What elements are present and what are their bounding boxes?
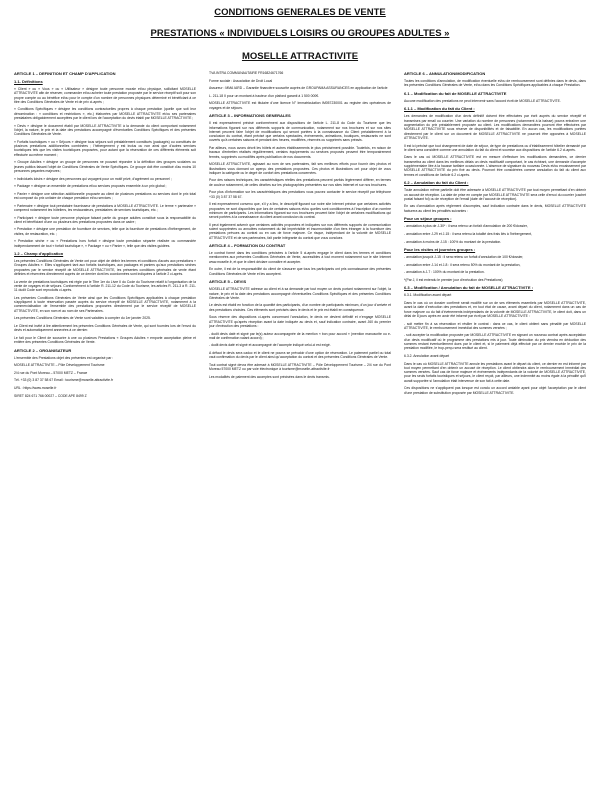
body-paragraph: TVA INTRA COMMUNAUTAIRE FR16824671766: [209, 71, 284, 75]
body-paragraph: Les modalités de paiement des acomptes sont précisées dans le devis transmis.: [209, 374, 330, 379]
section-heading: ARTICLE 6 – ANNULATION/MODIFICATION: [404, 71, 486, 76]
body-paragraph: Aucune modification des prestations ne peut intervenir sans l'accord écrit de MOSELLE ATTRACTIVITE.: [404, 98, 561, 103]
body-paragraph: - annulation jusqu'à J-15 : il sera retenu un forfait d'annulation de 100 €/dossier,: [404, 255, 524, 260]
body-paragraph: La vente de prestations touristiques est régie par le Titre 1er du Livre II du Code du Tourisme relatif à l'organisation de la vente de voyages et de séjours. Conformément à l'article R. 211-12 du Code du Tourisme, les articles R. 211-3 à R. 211-11 dudit Code sont reproduits ci-après.: [14, 279, 196, 293]
column-3: [404, 71, 586, 799]
body-paragraph: « Conditions Spécifiques » désigne les conditions contractuelles propres à chaque prestation (quelle que soit leur dénomination : « conditions et restrictions », etc.) élaborées par MOSELLE ATTRACTIVITE et/ou ses partenaires prestataires obligatoirement acceptées par le client lors de l'acceptation du devis établi par MOSELLE ATTRACTIVITE ;: [14, 107, 196, 121]
body-paragraph: « Individuels loisirs » désigne des personnes qui voyagent pour un motif privé, d'agrément ou personnel ;: [14, 176, 172, 181]
body-paragraph: Assureur : MMA IARD – Garantie financière souscrite auprès de GROUPAMA ASSURANCES en application de l'article: [209, 86, 388, 91]
section-heading: 1.2 – Champ d'application: [14, 251, 64, 257]
body-paragraph: « Prestation sèche » ou « Prestations hors forfait » désigne toute prestation séparée réalisée ou commandée indépendamment de tout « forfait touristique », « Package » ou « Panier », telle que des visites guidées.: [14, 239, 196, 248]
section-heading: Pour les visites et journées groupes :: [404, 247, 476, 253]
body-paragraph: Le fait pour le Client de souscrire à une ou plusieurs Prestations « Groupes Adultes » emporte acceptation pleine et entière des présentes Conditions Générales de Vente.: [14, 335, 196, 345]
section-heading: Pour un séjour groupes :: [404, 216, 452, 222]
body-paragraph: Pour des raisons techniques, les caractéristiques réelles des prestations peuvent parfois légèrement différer, en termes de couleur notamment, de celles décrites sur les photographies présentées sur nos sites Internet et sur nos brochures.: [209, 178, 391, 187]
body-paragraph: MOSELLE ATTRACTIVITE est titulaire d'une licence N° Immatriculation IM057230001 au registre des opérateurs de voyages et de séjours.: [209, 101, 391, 110]
body-paragraph: URL : https://www.moselle.fr: [14, 386, 57, 391]
body-paragraph: Les présentes Conditions Générales de Vente ont pour objet de définir les termes et conditions d'accès aux prestations « Groupes Adultes ». Elles s'appliquent tant aux forfaits touristiques, aux packages et paniers qu'aux prestations sèches proposées par le service réceptif de MOSELLE ATTRACTIVITE, les présentes conditions générales de vente étant définies et réservées directement auprès de ce dernier dont les coordonnées sont indiquées à l'article 2 ci-après.: [14, 259, 196, 277]
body-paragraph: 2/4 rue du Pont Moreau – 57000 METZ – France: [14, 370, 88, 375]
body-paragraph: « Package » désigne un ensemble de prestations et/ou services proposés ensemble à un prix global ;: [14, 184, 167, 189]
body-paragraph: - soit accepter la modification proposée par MOSELLE ATTRACTIVITE en signant un nouveau contrat après acceptation d'un devis modificatif où le programme des prestations mis à jour. Toute diminution du prix viendra en déduction des sommes restant éventuellement dues par le client et, si le paiement déjà effectué par ce dernier excède le prix de la prestation modifiée, le trop-perçu sera restitué au client.: [404, 333, 586, 351]
body-paragraph: Les présentes Conditions Générales de Vente sont valables à compter du 1er janvier 2025.: [14, 316, 151, 321]
column-2: [209, 71, 391, 799]
body-paragraph: Tél. +33 (0) 3 87 37 58 67 Email : tourisme@moselle-attractivite.fr: [14, 378, 114, 383]
document-title: CONDITIONS GENERALES DE VENTE: [214, 7, 386, 18]
body-paragraph: - soit mettre fin à sa réservation et résilier le contrat : dans ce cas, le client obtient sans pénalité par MOSELLE ATTRACTIVITE, le remboursement immédiat des sommes versées ;: [404, 321, 586, 330]
body-paragraph: Dans le cas où un dossier confirmé serait modifié sur un de ses éléments essentiels par MOSELLE ATTRACTIVITE, avant la date d'exécution des prestations et, en tout état de cause, avant départ du client, notamment dans un cas de force majeure ou du fait d'événements indépendants de la volonté de MOSELLE ATTRACTIVITE, le client doit, dans un délai de 8 jours après en avoir été informé par écrit par MOSELLE ATTRACTIVITE :: [404, 301, 586, 318]
body-paragraph: « Devis » désigne le document établi par MOSELLE ATTRACTIVITE à la demande du client comportant notamment l'objet, la nature, le prix et la date des prestations accompagné d'éventuelles Conditions Spécifiques et des présentes Conditions Générales de Vente.: [14, 123, 196, 137]
body-paragraph: Les demandes de modification d'un devis définitif doivent être effectuées par écrit auprès du service réceptif et transmises par email ou courrier. Une variation du nombre de personnes (notamment à la baisse) pourra entraîner une augmentation du prix préalablement proposée au client. Les modifications demandées pourront être effectuées par MOSELLE ATTRACTIVITE sous réserve de disponibilités et de faisabilité. En aucun cas, les modifications portées directement par le client sur un document de MOSELLE ATTRACTIVITE ne pourront être opposées à MOSELLE ATTRACTIVITE.: [404, 114, 586, 140]
body-paragraph: Dans le cas où MOSELLE ATTRACTIVITE est en mesure d'effectuer les modifications demandées, ce dernier transmettra au client dans les meilleurs délais un devis modificatif comportant, le cas échéant, une demande d'acompte supplémentaire liée à la hausse tarifaire occasionnée. L'absence de signature du nouveau Devis et/ou encaissement par MOSELLE ATTRACTIVITE du prix fixé au devis. Pourront être considérées comme annulation du fait du client aux termes et conditions de l'article 6.2 ci-après.: [404, 155, 586, 177]
body-paragraph: Forme sociale : Association de Droit Local: [209, 78, 273, 83]
section-heading: ARTICLE 4 – FORMATION DU CONTRAT: [209, 243, 286, 249]
body-paragraph: « Prestation » désigne une prestation de fourniture de services, telle que la fourniture de prestations d'hébergement, de visites, de restauration, etc. ;: [14, 227, 196, 236]
column-1: [14, 71, 196, 799]
body-paragraph: 6.3.2. Annulation avant départ: [404, 353, 450, 358]
section-heading: 6.3 – Modification / Annulation du fait de MOSELLE ATTRACTIVITE :: [404, 285, 533, 291]
body-paragraph: 6.3.1. Modification avant départ: [404, 293, 452, 298]
section-heading: 6.2 – Annulation du fait du Client :: [404, 180, 469, 186]
body-paragraph: A défaut le devis sera caduc et le client ne pourra se prévaloir d'une option de réservation. Le paiement partiel ou total vaut confirmation du devis par le client ainsi qu'acceptation du contrat et des présentes Conditions Générales de Vente.: [209, 351, 391, 360]
body-paragraph: Ces dispositions ne s'appliquent pas lorsque est conclu un accord amiable ayant pour objet l'acceptation par le client d'une prestation de substitution proposée par MOSELLE ATTRACTIVITE.: [404, 386, 586, 395]
body-paragraph: En outre, il est de la responsabilité du client de s'assurer que tous les participants ont pris connaissance des présentes Conditions Générales de Vente et les acceptent.: [209, 267, 391, 276]
body-paragraph: - annulation à plus de J-30* : il sera retenu un forfait d'annulation de 200 €/dossier,: [404, 224, 528, 229]
section-heading: ARTICLE 1 – DEFINITION ET CHAMP D'APPLICATION: [14, 71, 116, 76]
document-subtitle: PRESTATIONS « INDIVIDUELS LOISIRS OU GROUPES ADULTES »: [150, 28, 450, 39]
body-paragraph: Toutes les conditions d'annulation, de modification éventuelle et/ou de remboursement sont définies dans le devis, dans les présentes Conditions Générales de Vente, et/ou dans les Conditions Spécifiques applicables à chaque Prestation.: [404, 79, 586, 88]
body-paragraph: Sous réserve des dispositions ci-après concernant l'annulation, le devis ne devient définitif et n'engage MOSELLE ATTRACTIVITE qu'après réception avant la date indiquée au devis et, sauf indication contraire, avant J60 du premier jour d'exécution des prestations :: [209, 315, 391, 328]
body-paragraph: Par ailleurs, nous avons décrit les hôtels et autres établissements le plus précisément possible. Toutefois, en raison de travaux d'entretien réalisés régulièrement, certains équipements ou services proposés peuvent être temporairement fermés, supprimés ou modifiés après publication de nos documents.: [209, 146, 391, 159]
section-heading: ARTICLE 3 – INFORMATIONS GENERALES: [209, 113, 291, 119]
body-paragraph: Dans le cas où MOSELLE ATTRACTIVITE annule les prestations avant le départ du client, ce dernier en est informé par tout moyen permettant d'en obtenir un accusé de réception. Le client obtiendra alors le remboursement immédiat des sommes versées. Sauf cas de force majeure et événements indépendants de la volonté de MOSELLE ATTRACTIVITE, pour les seuls forfaits touristiques et séjours, le client reçoit, par ailleurs, une indemnité au moins égale à la pénalité qu'il aurait supportée si l'annulation était intervenue de son fait à cette date.: [404, 361, 586, 383]
body-paragraph: MOSELLE ATTRACTIVITE – Pôle Développement Tourisme: [14, 363, 105, 368]
body-paragraph: Le devis est établi en fonction de la quantité des participants, d'un nombre de participants minimum, d'un jour d'arrivée et des prestations choisies. Ces éléments sont précisés dans le devis et le prix est établi en conséquence.: [209, 303, 391, 312]
body-paragraph: « Panier » désigne une sélection additionnelle proposée au client de plusieurs prestations ou services dont le prix total est composé du prix unitaire de chaque prestation et/ou services ;: [14, 191, 196, 201]
body-paragraph: - annulation entre J-29 et J-15 : il sera retenu la totalité des frais liés à l'hébergement,: [404, 231, 533, 236]
body-paragraph: « Participant » désigne toute personne physique faisant partie du groupe adultes constitué sous la responsabilité du client et bénéficiant d'une ou plusieurs des prestations proposées dans ce cadre ;: [14, 215, 196, 224]
body-paragraph: L. 211-18 II pour un montant à hauteur d'un plafond garanti à 1 500 000€.: [209, 93, 320, 98]
body-paragraph: - dudit devis daté et signé et accompagné de l'acompte indiqué celui-ci est exigé.: [209, 343, 331, 348]
body-paragraph: Les présentes Conditions Générales de Vente ainsi que les Conditions Spécifiques applicables à chaque prestation s'appliquent à toute réservation passée auprès du service réceptif de MOSELLE ATTRACTIVITE, notamment à la commercialisation de l'ensemble des prestations proposées directement par le service réceptif de MOSELLE ATTRACTIVITE, en son nom et au nom de ses Partenaires.: [14, 295, 196, 313]
body-paragraph: Il est ici précisé que tout changement de date de séjour, de type de prestations ou d'établissement hôtelier demandé par le client sera considéré comme une annulation du fait du client et soumise aux dispositions de l'article 6.2 ci-après.: [404, 143, 586, 152]
section-heading: ARTICLE 5 – DEVIS: [209, 279, 247, 285]
body-paragraph: - annulation à J-7 : 100% du montant de la prestation.: [404, 270, 485, 275]
body-paragraph: - dudit devis daté et signé par le(s) auteur accompagnée de la mention « bon pour accord » (mention manuscrite ou e-mail de confirmation valant accord) ;: [209, 331, 391, 340]
body-paragraph: « Client » ou « Vous » ou « Utilisateur » désigne toute personne morale et/ou physique, sollicitant MOSELLE ATTRACTIVITE afin de réserver, commander et/ou acheter toute prestation proposée par le service réceptif soit pour son propre compte ou au bénéfice et/ou pour le compte d'un nombre de personnes physiques déterminé et bénéficiant à ce titre des Conditions Générales de Vente et de prix ci-après ;: [14, 87, 196, 104]
section-heading: 6.1.1 – Modification du fait du Client :: [404, 106, 475, 112]
body-paragraph: *(Par J, il est entendu le premier jour d'exécution des Prestations): [404, 277, 503, 282]
body-paragraph: L'ensemble des Prestations objet des présentes est organisé par :: [14, 355, 114, 360]
body-paragraph: Il est expressément précisé conformément aux dispositions de l'article L. 211-8 du Code du Tourisme que les informations figurant sur nos différents supports de communication, notamment sur nos brochures et sur nos sites Internet peuvent faire l'objet de modifications qui seront portées à la connaissance du Client préalablement à la conclusion du contrat, étant précisé que certains spectacles, événements, animations, boutiques, restaurants ne sont ouverts qu'à certaines saisons et pendant des heures, modifiées, réservés ou supprimés sans préavis.: [209, 121, 391, 143]
body-paragraph: « Partenaire » désigne tout prestataire fournisseur de prestations à MOSELLE ATTRACTIVITE. Le terme « partenaire » comprend notamment les hôteliers, les restaurateurs, prestataires de services touristiques, etc. ;: [14, 203, 196, 212]
body-paragraph: - annulation à moins de J-15 : 100% du montant de la prestation.: [404, 239, 502, 244]
body-paragraph: Il peut également advenir que certaines activités proposées et indiquées sur nos différents supports de communication soient supprimées ou annulées notamment du fait imprévisible et insurmontable d'un tiers étranger à la fourniture des prestations prévues au contrat ou en cas de force majeure. Ce risque, indépendant de la volonté de MOSELLE ATTRACTIVITE et de ses partenaires, fait partie intégrante du contrat que vous concluez.: [209, 222, 391, 240]
body-paragraph: Tout contrat signé devra être adressé à MOSELLE ATTRACTIVITE – Pôle Développement Tourisme – 2/4 rue du Pont Moreau 57000 METZ ou par voie électronique à tourisme@moselle-attractivite.fr: [209, 362, 391, 372]
body-paragraph: Il est expressément convenu que, s'il y a lieu, le descriptif figurant sur notre site Internet précise que certaines activités proposées ne sont disponibles que lors de certaines saisons et/ou quelles sont conditionnées à l'inscription d'un nombre minimum de participants. Les informations figurant sur nos brochures peuvent faire l'objet de certaines modifications qui seront portées à la connaissance du client avant conclusion du contrat.: [209, 202, 391, 220]
body-paragraph: En cas d'annulation après règlement d'acomptes, sauf indication contraire dans le devis, MOSELLE ATTRACTIVITE facturera au client les pénalités suivantes :: [404, 204, 586, 213]
body-paragraph: Le Client est invité à lire attentivement les présentes Conditions Générales de Vente, qui sont fournies lors de l'envoi du devis et automatiquement annexées à ce dernier.: [14, 323, 196, 333]
body-paragraph: Toute annulation même partielle doit être adressée à MOSELLE ATTRACTIVITE par tout moyen permettant d'en obtenir un accusé de réception. La date de prise en compte par MOSELLE ATTRACTIVITE sera celle d'envoi du courrier (cachet postal faisant foi) ou de réception de l'email (date de l'accusé de réception).: [404, 188, 586, 201]
section-heading: ARTICLE 2 – ORGANISATEUR: [14, 347, 72, 353]
organisation-name: MOSELLE ATTRACTIVITE: [241, 51, 359, 62]
body-paragraph: Le contrat formé dans les conditions précisées à l'article 5 ci-après engage le client dans les termes et conditions mentionnées aux présentes Conditions Générales de Vente, accessibles à tout moment notamment sur le site Internet www.moselle.fr, et que le client déclare connaître et accepter.: [209, 251, 391, 264]
body-paragraph: Pour plus d'information sur les caractéristiques des prestations vous pouvez contacter le service réceptif par téléphone +33 (0) 3 87 37 58 67.: [209, 190, 391, 199]
body-paragraph: MOSELLE ATTRACTIVITE adresse au client et à sa demande par tout moyen un devis portant notamment sur l'objet, la nature, le prix et la date des prestations accompagné d'éventuelles Conditions Spécifiques et des présentes Conditions Générales de Vente.: [209, 287, 391, 300]
body-paragraph: - annulation entre J-14 et J-8 : il sera retenu 50% du montant de la prestation,: [404, 262, 521, 267]
section-heading: 6.1 – Modification du fait de MOSELLE ATTRACTIVITE: [404, 90, 507, 96]
body-paragraph: « Groupe Adultes » désigne un groupe de personnes ne pouvant répondre à la définition des groupes scolaires ou jeunes publics faisant l'objet de Conditions Générales de Vente Spécifiques. Ce groupe doit être constitué d'au moins 10 personnes payantes majeures ;: [14, 160, 196, 173]
document-body: [14, 71, 586, 799]
section-heading: 1.1- Définitions: [14, 79, 43, 84]
body-paragraph: MOSELLE ATTRACTIVITE, agissant au nom de ses partenaires, fait ses meilleurs efforts pour fournir des photos et illustrations vous donnant un aperçu des prestations proposées. Ces photos et illustrations ont pour objet de vous indiquer la catégorie ou le degré de confort des prestations concernées.: [209, 162, 391, 175]
body-paragraph: SIRET 824 671 766 00027 – CODE APE 8499 Z: [14, 393, 87, 398]
body-paragraph: « Forfaits touristiques » ou « Séjours » désigne tous séjours soit préalablement constitués (packagés) ou constitués de plusieurs prestations additionnelles combinées ; l'hébergement y est inclus ou non ainsi que d'autres services touristiques tels que les visites touristiques proposées, pour autant que la réservation de ces différents éléments soit effectuée au même moment ;: [14, 139, 196, 157]
